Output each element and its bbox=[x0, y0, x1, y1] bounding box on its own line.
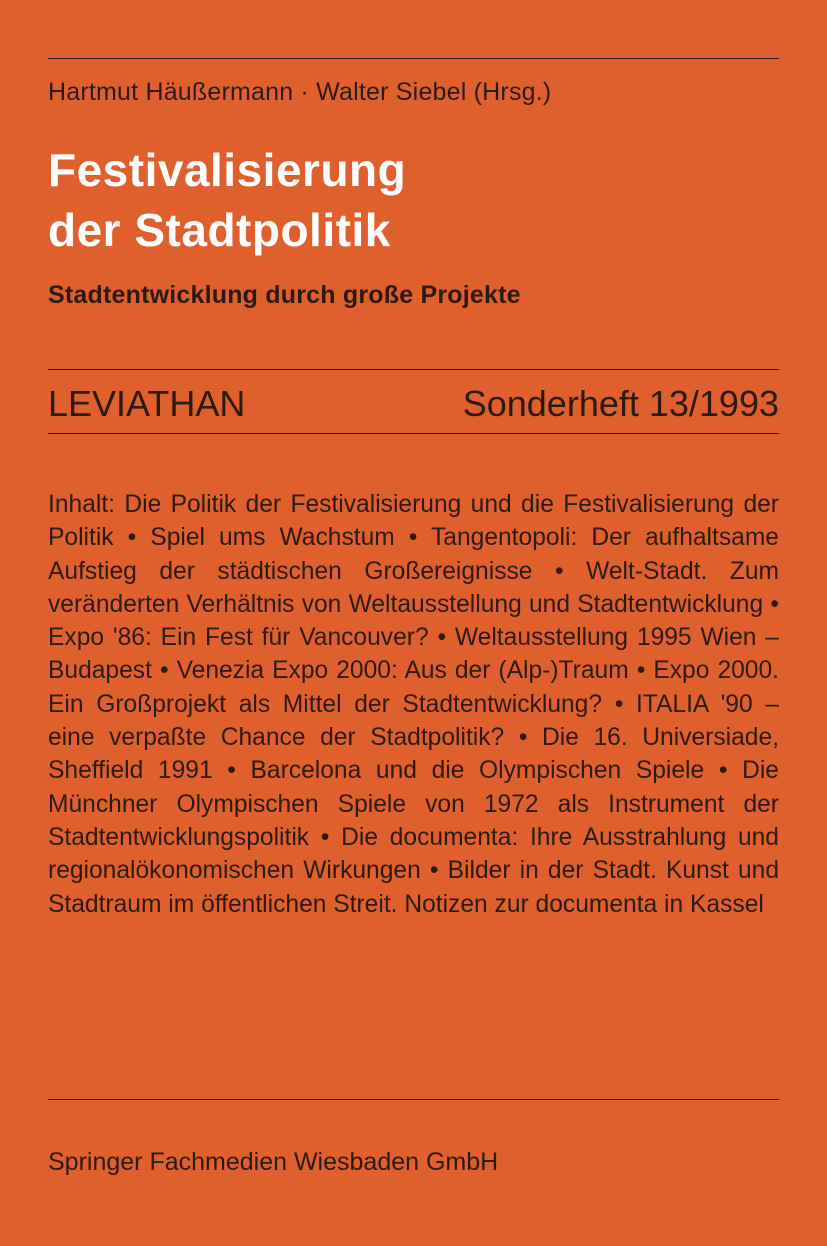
series-name: LEVIATHAN bbox=[48, 383, 246, 424]
title-line-1: Festivalisierung bbox=[48, 144, 407, 196]
top-rule bbox=[48, 58, 779, 59]
book-title bbox=[48, 140, 406, 260]
issue-number: Sonderheft 13/1993 bbox=[462, 383, 779, 424]
title-line-2: der Stadtpolitik bbox=[48, 204, 391, 256]
publisher-name: Springer Fachmedien Wiesbaden GmbH bbox=[48, 1148, 499, 1176]
series-top-rule bbox=[48, 369, 779, 370]
series-bottom-rule bbox=[48, 433, 779, 434]
editors-line: Hartmut Häußermann · Walter Siebel (Hrsg.) bbox=[48, 78, 552, 106]
publisher-rule bbox=[48, 1099, 779, 1100]
table-of-contents: Inhalt: Die Politik der Festivalisierung und die Festivalisierung der Politik • Spiel ums Wachstum • Tangentopoli: Der aufhaltsame Aufstieg der städtischen Großereignisse • Welt-Stadt. Zum veränderten Verhältnis von Weltausstellung und Stadtentwicklung • Expo '86: Ein Fest für Vancouver? • Weltausstellung 1995 Wien – Budapest • Venezia Expo 2000: Aus der (Alp-)Traum • Expo 2000. Ein Großprojekt als Mittel der Stadtentwicklung? • ITALIA '90 – eine verpaßte Chance der Stadtpolitik? • Die 16. Universiade, Sheffield 1991 • Barcelona und die Olympischen Spiele • Die Münchner Olympischen Spiele von 1972 als Instrument der Stadtentwicklungspolitik • Die documenta: Ihre Ausstrahlung und regionalökonomischen Wirkungen • Bilder in der Stadt. Kunst und Stadtraum im öffentlichen Streit. Notizen zur documenta in Kassel bbox=[48, 491, 779, 918]
book-subtitle: Stadtentwicklung durch große Projekte bbox=[48, 281, 521, 309]
